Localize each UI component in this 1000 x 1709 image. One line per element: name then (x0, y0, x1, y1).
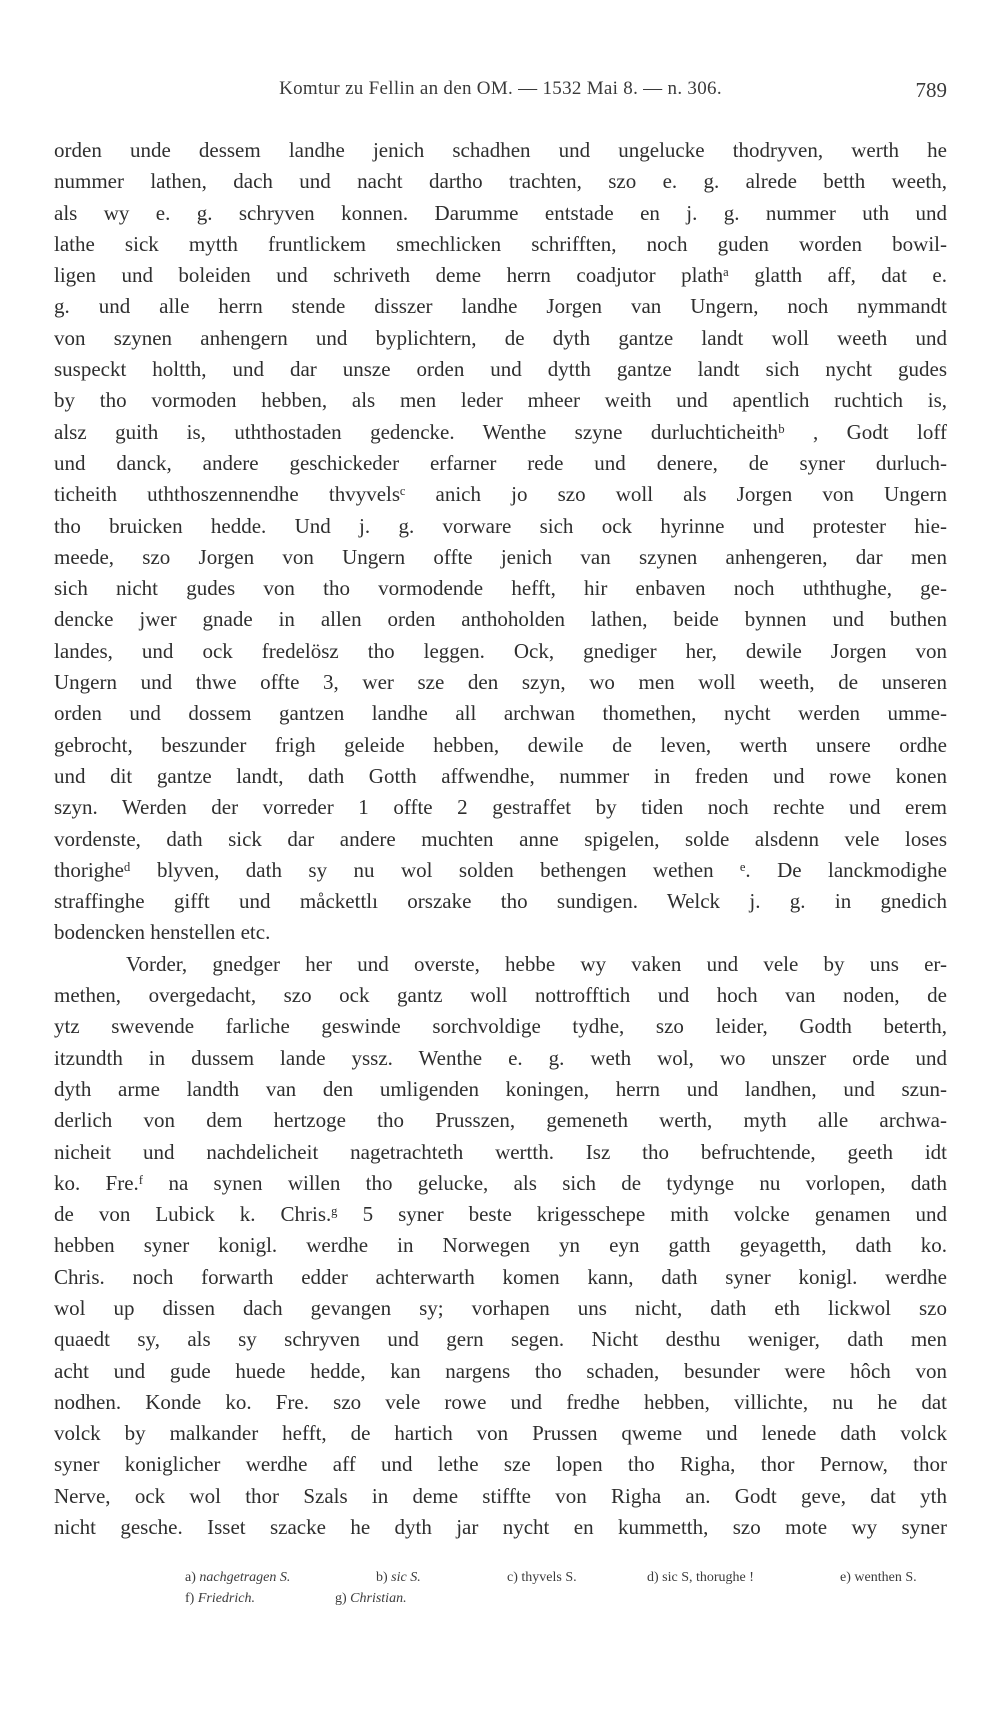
text-line: gebrocht, beszunder frigh geleide hebben, dewile de leven, werth unsere ordhe (54, 732, 947, 757)
text-line: lathe sick mytth fruntlickem smechlicken schrifften, noch guden worden bowil- (54, 231, 947, 256)
text-line: orden unde dessem landhe jenich schadhen und ungelucke thodryven, werth he (54, 138, 947, 162)
text-line: Chris. noch forwarth edder achterwarth komen kann, dath syner konigl. werdhe (54, 1264, 947, 1289)
running-header (54, 78, 947, 108)
footnote-row (185, 1567, 955, 1588)
footnote-c: c) thyvels S. (507, 1570, 577, 1585)
text-line: als wy e. g. schryven konnen. Darumme entstade en j. g. nummer uth und (54, 200, 947, 225)
text-line: nummer lathen, dach und nacht dartho trachten, szo e. g. alrede betth weeth, (54, 169, 947, 194)
text-line: derlich von dem hertzoge tho Prusszen, gemeneth werth, myth alle archwa- (54, 1108, 947, 1133)
text-line: acht und gude huede hedde, kan nargens tho schaden, besunder were hôch von (54, 1358, 947, 1383)
text-line: volck by malkander hefft, de hartich von Prussen qweme und lenede dath volck (54, 1421, 947, 1446)
text-line: ticheith uththoszennendhe thvyvelsᶜ anich jo szo woll als Jorgen von Ungern (54, 482, 947, 507)
text-line: dyth arme landth van den umligenden koningen, herrn und landhen, und szun- (54, 1076, 947, 1101)
text-line: meede, szo Jorgen von Ungern offte jenich van szynen anhengeren, dar men (54, 544, 947, 569)
text-line: syner koniglicher werdhe aff und lethe sze lopen tho Righa, thor Pernow, thor (54, 1452, 947, 1477)
text-line: tho bruicken hedde. Und j. g. vorware sich ock hyrinne und protester hie- (54, 513, 947, 538)
text-line: by tho vormoden hebben, als men leder mheer weith und apentlich ruchtich is, (54, 388, 947, 413)
text-line: szyn. Werden der vorreder 1 offte 2 gestraffet by tiden noch rechte und erem (54, 795, 947, 820)
text-line: Vorder, gnedger her und overste, hebbe wy vaken und vele by uns er- (126, 951, 947, 976)
text-line: wol up dissen dach gevangen sy; vorhapen uns nicht, dath eth lickwol szo (54, 1295, 947, 1320)
text-line: de von Lubick k. Chris.ᵍ 5 syner beste krigesschepe mith volcke genamen und (54, 1202, 947, 1227)
paragraph (54, 949, 947, 1544)
paragraph (54, 135, 947, 949)
text-line: vordenste, dath sick dar andere muchten anne spigelen, solde alsdenn vele loses (54, 826, 947, 851)
footnote-f: f) Friedrich. (185, 1591, 255, 1606)
text-line: hebben syner konigl. werdhe in Norwegen yn eyn gatth geyagetth, dath ko. (54, 1233, 947, 1258)
text-line: und danck, andere geschickeder erfarner rede und denere, de syner durluch- (54, 450, 947, 475)
text-line: dencke jwer gnade in allen orden anthoholden lathen, beide bynnen und buthen (54, 607, 947, 632)
text-line: landes, und ock fredelösz tho leggen. Ock, gnediger her, dewile Jorgen von (54, 638, 947, 663)
text-line: quaedt sy, als sy schryven und gern segen. Nicht desthu weniger, dath men (54, 1327, 947, 1352)
text-line: itzundth in dussem lande yssz. Wenthe e. g. weth wol, wo unszer orde und (54, 1045, 947, 1070)
body-text (54, 135, 947, 1543)
text-line: von szynen anhengern und byplichtern, de dyth gantze landt woll weeth und (54, 325, 947, 350)
text-line: ko. Fre.ᶠ na synen willen tho gelucke, als sich de tydynge nu vorlopen, dath (54, 1170, 947, 1195)
text-line: nicheit und nachdelicheit nagetrachteth wertth. Isz tho befruchtende, geeth idt (54, 1139, 947, 1164)
text-line: thorigheᵈ blyven, dath sy nu wol solden bethengen wethen ᵉ. De lanckmodighe (54, 857, 947, 882)
page-number: 789 (915, 78, 947, 102)
footnote-g: g) Christian. (335, 1591, 407, 1606)
text-line: nicht gesche. Isset szacke he dyth jar nycht en kummetth, szo mote wy syner (54, 1515, 947, 1540)
text-line: ytz swevende farliche geswinde sorchvoldige tydhe, szo leider, Godth beterth, (54, 1014, 947, 1039)
footnote-a: a) nachgetragen S. (185, 1570, 291, 1585)
text-line: alsz guith is, uththostaden gedencke. Wenthe szyne durluchticheithᵇ , Godt loff (54, 419, 947, 444)
text-line: ligen und boleiden und schriveth deme herrn coadjutor plathᵃ glatth aff, dat e. (54, 263, 947, 288)
text-line: sich nicht gudes von tho vormodende hefft, hir enbaven noch uththughe, ge- (54, 576, 947, 601)
footnote-row (185, 1588, 955, 1609)
text-line: bodencken henstellen etc. (54, 920, 271, 945)
footnote-b: b) sic S. (376, 1570, 421, 1585)
footnote-d: d) sic S, thorughe ! (647, 1570, 754, 1585)
text-line: suspeckt holtth, und dar unsze orden und dytth gantze landt sich nycht gudes (54, 357, 947, 382)
footnote-e: e) wenthen S. (840, 1570, 917, 1585)
text-line: orden und dossem gantzen landhe all archwan thomethen, nycht werden umme- (54, 701, 947, 726)
text-line: Ungern und thwe offte 3, wer sze den szyn, wo men woll weeth, de unseren (54, 670, 947, 695)
text-line: und dit gantze landt, dath Gotth affwendhe, nummer in freden und rowe konen (54, 763, 947, 788)
footnotes (185, 1567, 955, 1609)
text-line: straffinghe gifft und måckettlı orszake tho sundigen. Welck j. g. in gnedich (54, 889, 947, 914)
text-line: methen, overgedacht, szo ock gantz woll nottrofftich und hoch van noden, de (54, 983, 947, 1008)
text-line: Nerve, ock wol thor Szals in deme stiffte von Righa an. Godt geve, dat yth (54, 1483, 947, 1508)
text-line: g. und alle herrn stende disszer landhe Jorgen van Ungern, noch nymmandt (54, 294, 947, 319)
running-title: Komtur zu Fellin an den OM. — 1532 Mai 8. — n. 306. (279, 78, 722, 99)
text-line: nodhen. Konde ko. Fre. szo vele rowe und fredhe hebben, villichte, nu he dat (54, 1389, 947, 1414)
